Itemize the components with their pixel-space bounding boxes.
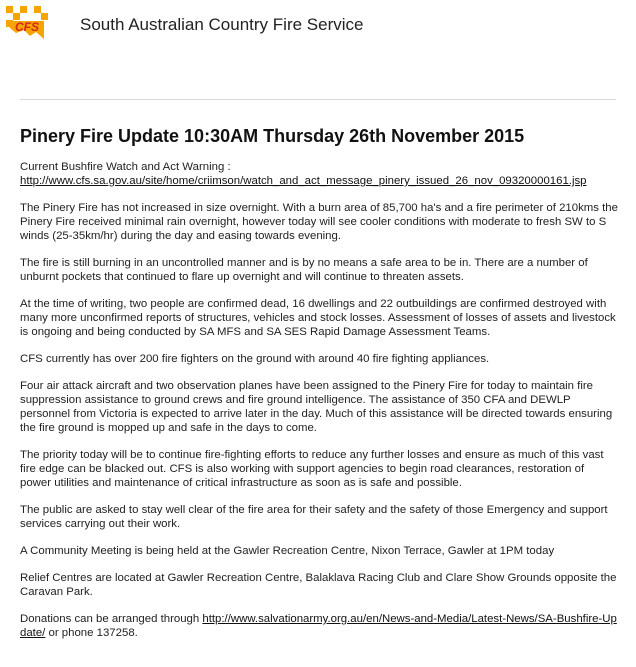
paragraph-fire-size: The Pinery Fire has not increased in size overnight. With a burn area of 85,700 ha's and a fire perimeter of 210kms the Pinery Fire received minimal rain overnight, however today will see cooler conditions with moderate to fresh SW to S winds (25-35km/hr) during the day and easing towards evening. <box>20 202 618 242</box>
header-divider <box>20 99 616 100</box>
donations-paragraph <box>20 612 618 640</box>
paragraph-relief-centres: Relief Centres are located at Gawler Recreation Centre, Balaklava Racing Club and Clare Show Grounds opposite the Caravan Park. <box>20 572 617 598</box>
warning-paragraph <box>20 160 618 188</box>
warning-label: Current Bushfire Watch and Act Warning : <box>20 161 231 173</box>
paragraph-firefighters: CFS currently has over 200 fire fighters on the ground with around 40 fire fighting appliances. <box>20 353 490 365</box>
donations-suffix: or phone 137258. <box>45 627 138 639</box>
warning-link[interactable]: http://www.cfs.sa.gov.au/site/home/criimson/watch_and_act_message_pinery_issued_26_nov_09320000161.jsp <box>20 175 587 187</box>
cfs-logo-text: CFS <box>15 20 39 34</box>
cfs-logo[interactable] <box>6 6 48 42</box>
paragraph-community-meeting: A Community Meeting is being held at the Gawler Recreation Centre, Nixon Terrace, Gawler at 1PM today <box>20 545 555 557</box>
site-header <box>0 0 636 60</box>
paragraph-priority: The priority today will be to continue fire-fighting efforts to reduce any further losses and ensure as much of this vast fire edge can be blacked out. CFS is also working with support agencies to begin road clearances, restoration of power utilities and maintenance of critical infrastructure as soon as is safe and possible. <box>20 449 604 489</box>
organisation-name: South Australian Country Fire Service <box>80 15 364 34</box>
donations-link[interactable]: http://www.salvationarmy.org.au/en/News-and-Media/Latest-News/SA-Bushfire-Update/ <box>20 613 617 639</box>
cfs-logo-icon <box>6 6 48 42</box>
donations-prefix: Donations can be arranged through <box>20 613 203 625</box>
paragraph-casualties: At the time of writing, two people are confirmed dead, 16 dwellings and 22 outbuildings are confirmed destroyed with many more unconfirmed reports of structures, vehicles and stock losses. Assessment of losses of assets and livestock is ongoing and being conducted by SA MFS and SA SES Rapid Damage Assessment Teams. <box>20 298 616 338</box>
paragraph-uncontrolled: The fire is still burning in an uncontrolled manner and is by no means a safe area to be in. There are a number of unburnt pockets that continued to flare up overnight and will continue to threaten assets. <box>20 257 588 283</box>
article-body <box>20 124 618 653</box>
page-title: Pinery Fire Update 10:30AM Thursday 26th November 2015 <box>20 126 525 146</box>
paragraph-air-attack: Four air attack aircraft and two observation planes have been assigned to the Pinery Fire for today to maintain fire suppression assistance to ground crews and fire ground intelligence. The assistance of 350 CFA and DEWLP personnel from Victoria is expected to arrive later in the day. Much of this assistance will be directed towards ensuring the fire ground is mopped up and safe in the days to come. <box>20 380 613 434</box>
paragraph-public-advice: The public are asked to stay well clear of the fire area for their safety and the safety of those Emergency and support services carrying out their work. <box>20 504 608 530</box>
